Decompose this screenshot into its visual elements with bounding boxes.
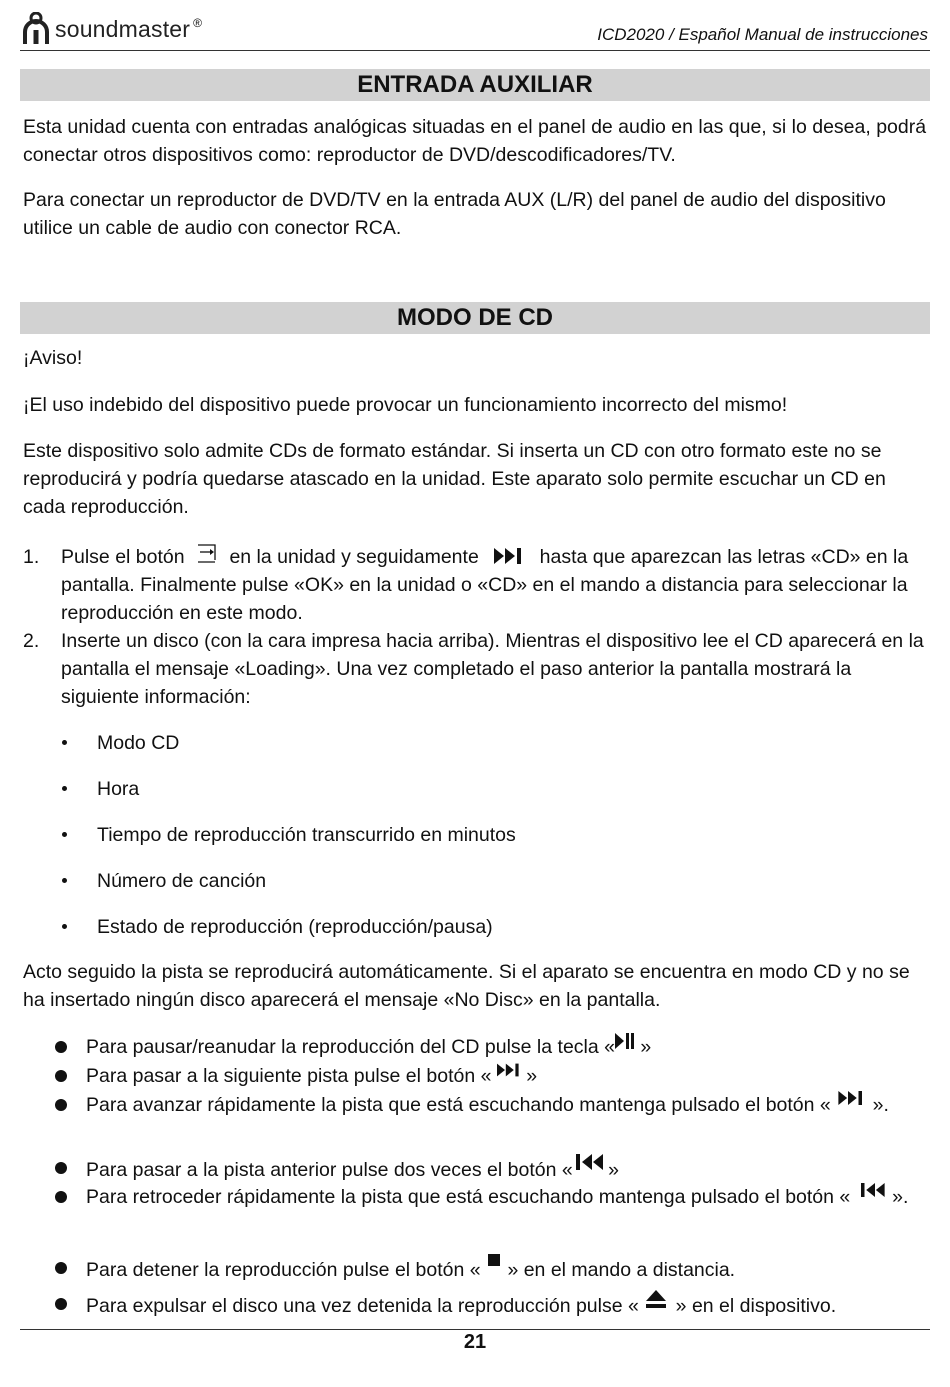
control-item bbox=[55, 1183, 925, 1211]
play-pause-icon bbox=[615, 1033, 635, 1049]
control-text: Para avanzar rápidamente la pista que está escuchando mantenga pulsado el botón « bbox=[86, 1094, 837, 1116]
brand-name: soundmaster bbox=[55, 15, 191, 42]
cd-format-paragraph: Este dispositivo solo admite CDs de formato estándar. Si inserta un CD con otro formato este no se reproducirá y podría quedarse atascado en la unidad. Este aparato solo permite escuchar un CD en cada reproducción. bbox=[23, 440, 886, 518]
bullet-dot bbox=[62, 740, 67, 745]
document-title: ICD2020 / Español Manual de instrucciones bbox=[597, 25, 928, 44]
step-text: Inserte un disco (con la cara impresa hacia arriba). Mientras el dispositivo lee el CD aparecerá en la pantalla el mensaje «Loading». Una vez completado el paso anterior la pantalla mostrará la siguiente información: bbox=[61, 630, 924, 708]
info-item-text: Hora bbox=[97, 778, 140, 800]
soundmaster-logo-icon bbox=[22, 12, 50, 46]
control-item bbox=[55, 1154, 925, 1184]
control-text: Para retroceder rápidamente la pista que está escuchando mantenga pulsado el botón « bbox=[86, 1186, 856, 1208]
control-text: Para detener la reproducción pulse el botón « bbox=[86, 1259, 487, 1281]
bullet-dot bbox=[62, 924, 67, 929]
section-heading-cd: MODO DE CD bbox=[20, 302, 930, 334]
next-track-icon bbox=[494, 548, 524, 564]
info-item-text: Tiempo de reproducción transcurrido en minutos bbox=[97, 824, 516, 846]
control-text: Para expulsar el disco una vez detenida la reproducción pulse « bbox=[86, 1295, 645, 1317]
control-text: Para pausar/reanudar la reproducción del CD pulse la tecla « bbox=[86, 1036, 615, 1058]
info-item-text: Estado de reproducción (reproducción/pausa) bbox=[97, 916, 493, 938]
page-number: 21 bbox=[463, 1331, 487, 1353]
header-divider bbox=[20, 50, 930, 51]
bullet-dot bbox=[55, 1191, 67, 1203]
control-text: ». bbox=[867, 1094, 889, 1116]
control-text: Para pasar a la siguiente pista pulse el botón « bbox=[86, 1065, 497, 1087]
info-item bbox=[62, 775, 139, 803]
control-text: » bbox=[520, 1065, 538, 1087]
bullet-dot bbox=[55, 1262, 67, 1274]
bullet-dot bbox=[62, 832, 67, 837]
info-item bbox=[62, 913, 493, 941]
step-2 bbox=[23, 627, 928, 711]
control-item bbox=[55, 1254, 925, 1284]
bullet-dot bbox=[55, 1099, 67, 1111]
eject-icon bbox=[646, 1290, 666, 1308]
step-text-part: en la unidad y seguidamente bbox=[229, 546, 479, 568]
auto-play-paragraph: Acto seguido la pista se reproducirá automáticamente. Si el aparato se encuentra en modo CD y no se ha insertado ningún disco aparecerá el mensaje «No Disc» en la pantalla. bbox=[23, 961, 910, 1011]
control-text: ». bbox=[886, 1186, 909, 1208]
registered-mark: ® bbox=[193, 16, 203, 30]
brand-logo bbox=[22, 12, 202, 46]
step-1 bbox=[23, 543, 928, 627]
info-item-text: Modo CD bbox=[97, 732, 180, 754]
control-text: Para pasar a la pista anterior pulse dos veces el botón « bbox=[86, 1159, 573, 1181]
step-text-part: Pulse el botón bbox=[61, 546, 185, 568]
page-header bbox=[20, 8, 930, 54]
info-item bbox=[62, 821, 516, 849]
bullet-dot bbox=[55, 1070, 67, 1082]
step-number: 2. bbox=[23, 630, 40, 652]
step-text-part: hasta que aparezcan las letras «CD» en la pantalla. Finalmente pulse «OK» en la unidad o «CD» en el mando a distancia para seleccionar la reproducción en este modo. bbox=[61, 546, 909, 624]
bullet-dot bbox=[62, 878, 67, 883]
control-text: » bbox=[634, 1036, 652, 1058]
info-item-text: Número de canción bbox=[97, 870, 267, 892]
control-item bbox=[55, 1033, 925, 1061]
info-item bbox=[62, 729, 179, 757]
cd-warning: ¡El uso indebido del dispositivo puede provocar un funcionamiento incorrecto del mismo! bbox=[23, 394, 788, 416]
stop-icon bbox=[488, 1254, 500, 1266]
control-text: » bbox=[602, 1159, 619, 1181]
previous-track-icon bbox=[573, 1154, 603, 1170]
aux-paragraph-2: Para conectar un reproductor de DVD/TV en la entrada AUX (L/R) del panel de audio del dispositivo utilice un cable de audio con conector RCA. bbox=[23, 189, 886, 239]
bullet-dot bbox=[55, 1162, 67, 1174]
info-item bbox=[62, 867, 266, 895]
bullet-dot bbox=[62, 786, 67, 791]
next-track-icon bbox=[497, 1063, 521, 1077]
source-input-icon bbox=[196, 544, 218, 564]
aux-paragraph-1: Esta unidad cuenta con entradas analógicas situadas en el panel de audio en las que, si lo desea, podrá conectar otros dispositivos como: reproductor de DVD/descodificadores/TV. bbox=[23, 116, 927, 166]
previous-track-icon bbox=[858, 1183, 885, 1197]
control-item bbox=[55, 1091, 925, 1119]
control-text: » en el mando a distancia. bbox=[502, 1259, 736, 1281]
cd-notice: ¡Aviso! bbox=[23, 347, 83, 369]
bullet-dot bbox=[55, 1041, 67, 1053]
bullet-dot bbox=[55, 1298, 67, 1310]
control-item bbox=[55, 1062, 925, 1090]
section-heading-aux: ENTRADA AUXILIAR bbox=[20, 69, 930, 101]
control-item bbox=[55, 1290, 925, 1320]
footer-divider bbox=[20, 1329, 930, 1330]
next-track-icon bbox=[838, 1091, 865, 1105]
control-text: » en el dispositivo. bbox=[670, 1295, 837, 1317]
step-text bbox=[61, 543, 928, 627]
step-number: 1. bbox=[23, 546, 40, 568]
